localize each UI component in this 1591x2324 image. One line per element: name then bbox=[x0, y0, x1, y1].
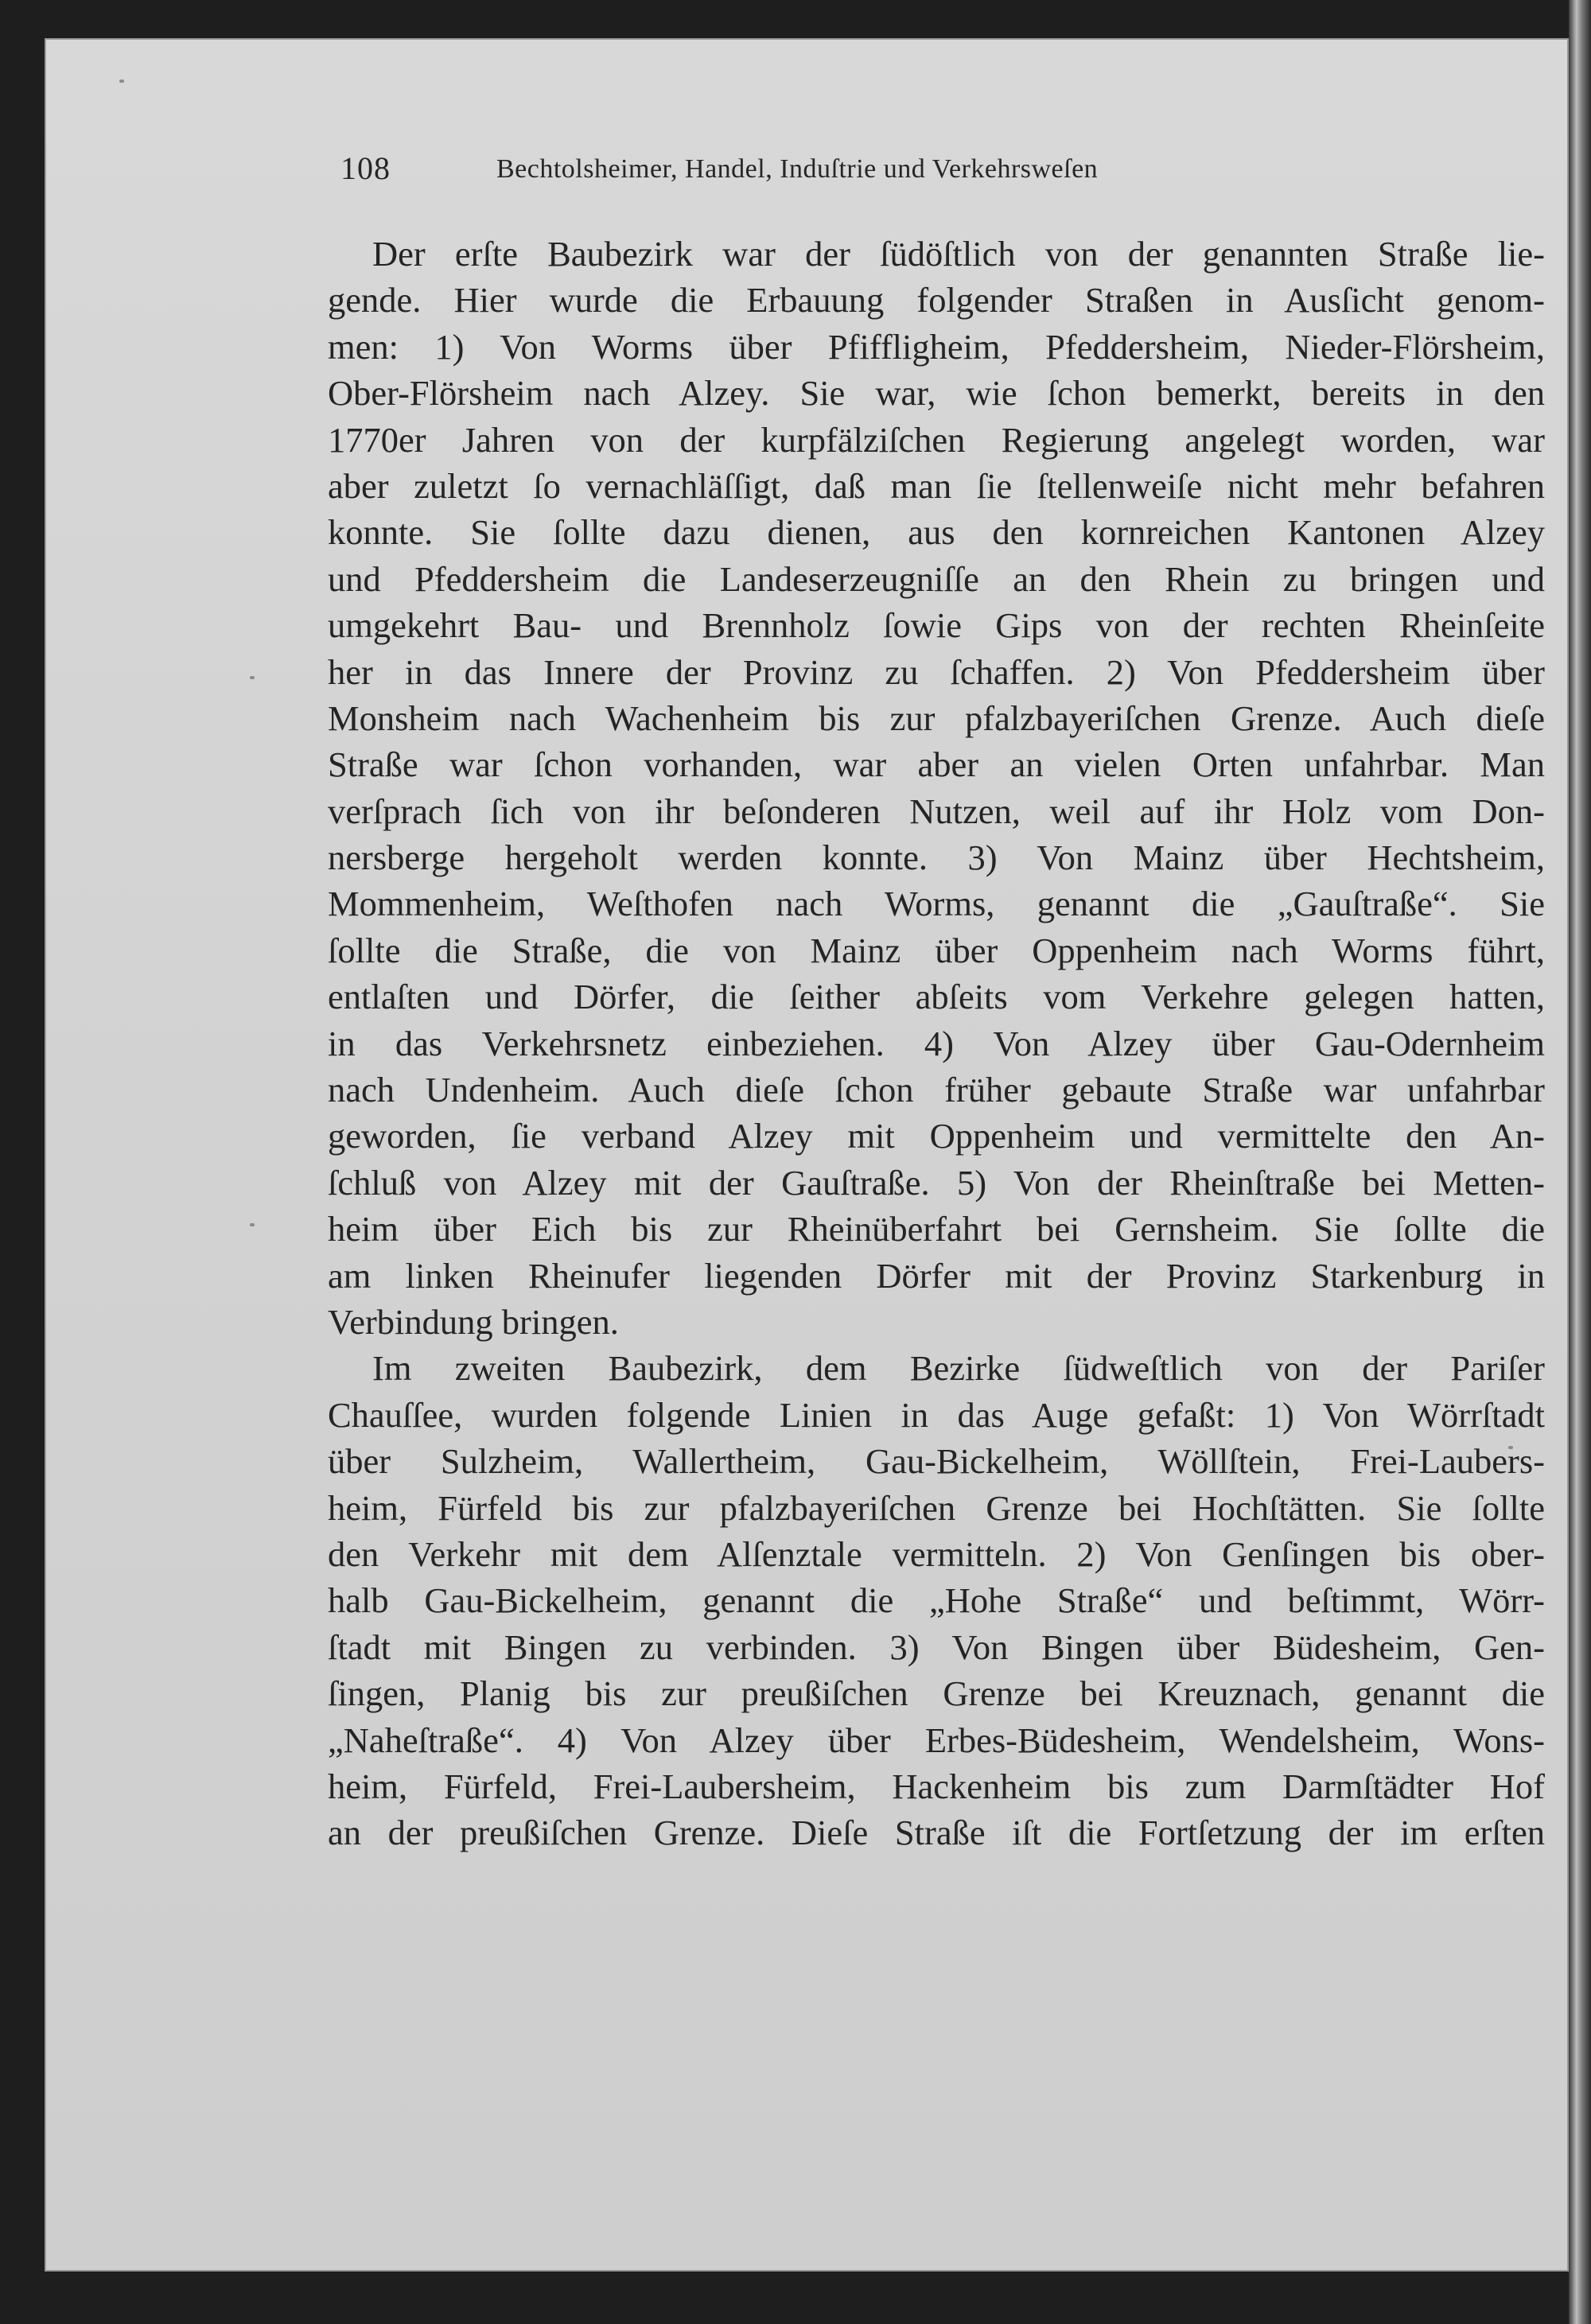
text-line: den Verkehr mit dem Alſenztale vermitteln. 2) Von Genſingen bis ober- bbox=[328, 1533, 1545, 1574]
text-line: ſchluß von Alzey mit der Gauſtraße. 5) Von der Rheinſtraße bei Metten- bbox=[328, 1162, 1545, 1203]
text-line: an der preußiſchen Grenze. Dieſe Straße iſt die Fortſetzung der im erſten bbox=[328, 1813, 1545, 1853]
text-line: heim über Eich bis zur Rheinüberfahrt bei Gernsheim. Sie ſollte die bbox=[328, 1209, 1545, 1249]
text-line: Mommenheim, Weſthofen nach Worms, genannt die „Gauſtraße“. Sie bbox=[328, 884, 1545, 924]
book-edge bbox=[1569, 0, 1591, 2324]
text-line: in das Verkehrsnetz einbeziehen. 4) Von Alzey über Gau-Odernheim bbox=[328, 1023, 1545, 1063]
text-line: Ober-Flörsheim nach Alzey. Sie war, wie ſchon bemerkt, bereits in den bbox=[328, 373, 1545, 414]
text-line: halb Gau-Bickelheim, genannt die „Hohe Straße“ und beſtimmt, Wörr- bbox=[328, 1580, 1545, 1621]
text-line: men: 1) Von Worms über Pfiffligheim, Pfeddersheim, Nieder-Flörsheim, bbox=[328, 326, 1545, 367]
text-line: am linken Rheinufer liegenden Dörfer mit der Provinz Starkenburg in bbox=[328, 1255, 1545, 1296]
page-number: 108 bbox=[340, 150, 391, 186]
text-line: Monsheim nach Wachenheim bis zur pfalzbayeriſchen Grenze. Auch dieſe bbox=[328, 698, 1545, 738]
paragraph-1 bbox=[328, 231, 1545, 1345]
body-text bbox=[328, 231, 1545, 1856]
text-line: gende. Hier wurde die Erbauung folgender Straßen in Ausſicht genom- bbox=[328, 280, 1545, 321]
text-line: geworden, ſie verband Alzey mit Oppenheim und vermittelte den An- bbox=[328, 1116, 1545, 1156]
running-head: Bechtolsheimer, Handel, Induſtrie und Verkehrsweſen bbox=[496, 154, 1099, 184]
text-line: her in das Innere der Provinz zu ſchaffen. 2) Von Pfeddersheim über bbox=[328, 651, 1545, 692]
text-line: „Naheſtraße“. 4) Von Alzey über Erbes-Büdesheim, Wendelsheim, Wons- bbox=[328, 1720, 1545, 1760]
paper-speck bbox=[250, 1223, 255, 1226]
text-line: ſtadt mit Bingen zu verbinden. 3) Von Bingen über Büdesheim, Gen- bbox=[328, 1626, 1545, 1667]
text-line: Straße war ſchon vorhanden, war aber an vielen Orten unfahrbar. Man bbox=[328, 744, 1545, 785]
text-line: nach Undenheim. Auch dieſe ſchon früher gebaute Straße war unfahrbar bbox=[328, 1070, 1545, 1110]
text-line: nersberge hergeholt werden konnte. 3) Von Mainz über Hechtsheim, bbox=[328, 837, 1545, 878]
text-line: 1770er Jahren von der kurpfälziſchen Regierung angelegt worden, war bbox=[328, 419, 1545, 460]
text-line: konnte. Sie ſollte dazu dienen, aus den kornreichen Kantonen Alzey bbox=[328, 512, 1545, 553]
text-line: entlaſten und Dörfer, die ſeither abſeits vom Verkehre gelegen hatten, bbox=[328, 977, 1545, 1017]
text-line: und Pfeddersheim die Landeserzeugniſſe an den Rhein zu bringen und bbox=[328, 558, 1545, 599]
text-line: aber zuletzt ſo vernachläſſigt, daß man ſie ſtellenweiſe nicht mehr befahren bbox=[328, 465, 1545, 506]
text-line: umgekehrt Bau- und Brennholz ſowie Gips von der rechten Rheinſeite bbox=[328, 605, 1545, 646]
text-line: ſollte die Straße, die von Mainz über Oppenheim nach Worms führt, bbox=[328, 930, 1545, 970]
text-line: verſprach ſich von ihr beſonderen Nutzen, weil auf ihr Holz vom Don- bbox=[328, 791, 1545, 831]
text-line: ſingen, Planig bis zur preußiſchen Grenze bei Kreuznach, genannt die bbox=[328, 1673, 1545, 1714]
text-line: heim, Fürfeld, Frei-Laubersheim, Hackenheim bis zum Darmſtädter Hof bbox=[328, 1766, 1545, 1806]
paper-speck bbox=[250, 676, 255, 679]
text-line: Der erſte Baubezirk war der ſüdöſtlich von der genannten Straße lie- bbox=[372, 234, 1545, 274]
text-line: über Sulzheim, Wallertheim, Gau-Bickelheim, Wöllſtein, Frei-Laubers- bbox=[328, 1441, 1545, 1482]
text-line: Verbindung bringen. bbox=[328, 1301, 619, 1342]
paper-speck bbox=[119, 80, 124, 83]
text-line: Im zweiten Baubezirk, dem Bezirke ſüdweſtlich von der Pariſer bbox=[372, 1348, 1545, 1389]
text-line: heim, Fürfeld bis zur pfalzbayeriſchen Grenze bei Hochſtätten. Sie ſollte bbox=[328, 1487, 1545, 1528]
page-header bbox=[340, 150, 1550, 197]
text-line: Chauſſee, wurden folgende Linien in das Auge gefaßt: 1) Von Wörrſtadt bbox=[328, 1394, 1545, 1435]
paragraph-2 bbox=[328, 1345, 1545, 1856]
